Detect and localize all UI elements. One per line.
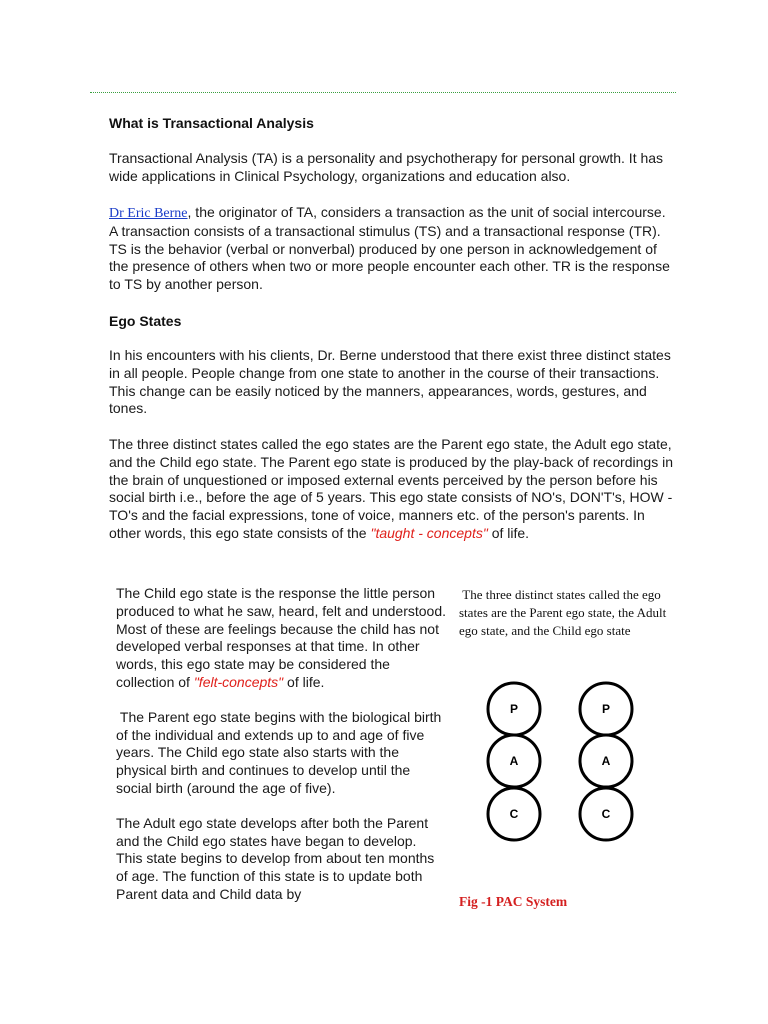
left-column bbox=[116, 585, 446, 921]
three-states-paragraph bbox=[109, 436, 674, 543]
child-state-tail: of life. bbox=[283, 673, 325, 690]
taught-concepts-highlight: "taught - concepts" bbox=[370, 524, 488, 541]
adult-state-paragraph: The Adult ego state develops after both the Parent and the Child ego states have began to develop. This state begins to develop from about ten months of age. The function of this state is to update both Parent data and Child data by bbox=[116, 814, 435, 902]
parent-begins-paragraph: The Parent ego state begins with the biological birth of the individual and extends up to and age of five years. The Child ego state also starts with the physical birth and continues to develop until the social birth (around the age of five). bbox=[116, 708, 446, 796]
figure-caption: Fig -1 PAC System bbox=[459, 894, 568, 909]
berne-paragraph bbox=[109, 204, 674, 294]
heading-what-is-ta: What is Transactional Analysis bbox=[109, 115, 314, 131]
heading-ego-states: Ego States bbox=[109, 313, 182, 329]
figure-description: The three distinct states called the ego states are the Parent ego state, the Adult ego state, and the Child ego state bbox=[459, 587, 670, 638]
intro-paragraph bbox=[109, 150, 674, 186]
intro-text: Transactional Analysis (TA) is a personality and psychotherapy for personal growth. It has wide applications in Clinical Psychology, organizations and education also. bbox=[109, 150, 664, 184]
pac-stack-left bbox=[488, 683, 540, 840]
pac-diagram bbox=[480, 680, 650, 851]
child-label-right: C bbox=[601, 807, 611, 821]
top-divider bbox=[90, 92, 676, 93]
three-states-tail: of life. bbox=[487, 524, 530, 541]
felt-concepts-highlight: "felt-concepts" bbox=[193, 673, 284, 690]
encounters-text: In his encounters with his clients, Dr. Berne understood that there exist three distinct states in all people. People change from one state to another in the course of their transactions. This change can be easily noticed by the manners, appearances, words, gestures, and tones. bbox=[109, 347, 671, 417]
encounters-paragraph bbox=[109, 347, 674, 418]
pac-stack-right bbox=[580, 683, 632, 840]
adult-label-left: A bbox=[509, 754, 519, 768]
adult-label-right: A bbox=[601, 754, 611, 768]
parent-label-right: P bbox=[601, 702, 611, 716]
pac-diagram-svg bbox=[480, 680, 650, 846]
child-label-left: C bbox=[509, 807, 519, 821]
eric-berne-link[interactable]: Dr Eric Berne bbox=[109, 206, 188, 221]
child-state-body: The Child ego state is the response the little person produced to what he saw, heard, felt and understood. Most of these are feelings because the child has not developed verbal responses at that time. In other words, this ego state may be considered the collection of bbox=[116, 585, 447, 690]
berne-text bbox=[109, 204, 674, 294]
three-states-body: The three distinct states called the ego states are the Parent ego state, the Adult ego state, and the Child ego state. The Parent ego state is produced by the play-back of recordings in the brain of unquestioned or imposed external events perceived by the person before his social birth i.e., before the age of 5 years. This ego state consists of NO's, DON'T's, HOW -TO's and the facial expressions, tone of voice, manners etc. of the person's parents. In other words, this ego state consists of the bbox=[109, 436, 673, 541]
berne-body: , the originator of TA, considers a transaction as the unit of social intercourse. A transaction consists of a transactional stimulus (TS) and a transactional response (TR). TS is the behavior (verbal or nonverbal) produced by one person in acknowledgement of the presence of others when two or more people encounter each other. TR is the response to TS by another person. bbox=[109, 204, 670, 293]
parent-label-left: P bbox=[509, 702, 519, 716]
three-states-text bbox=[109, 436, 674, 543]
child-state-paragraph bbox=[116, 585, 446, 692]
